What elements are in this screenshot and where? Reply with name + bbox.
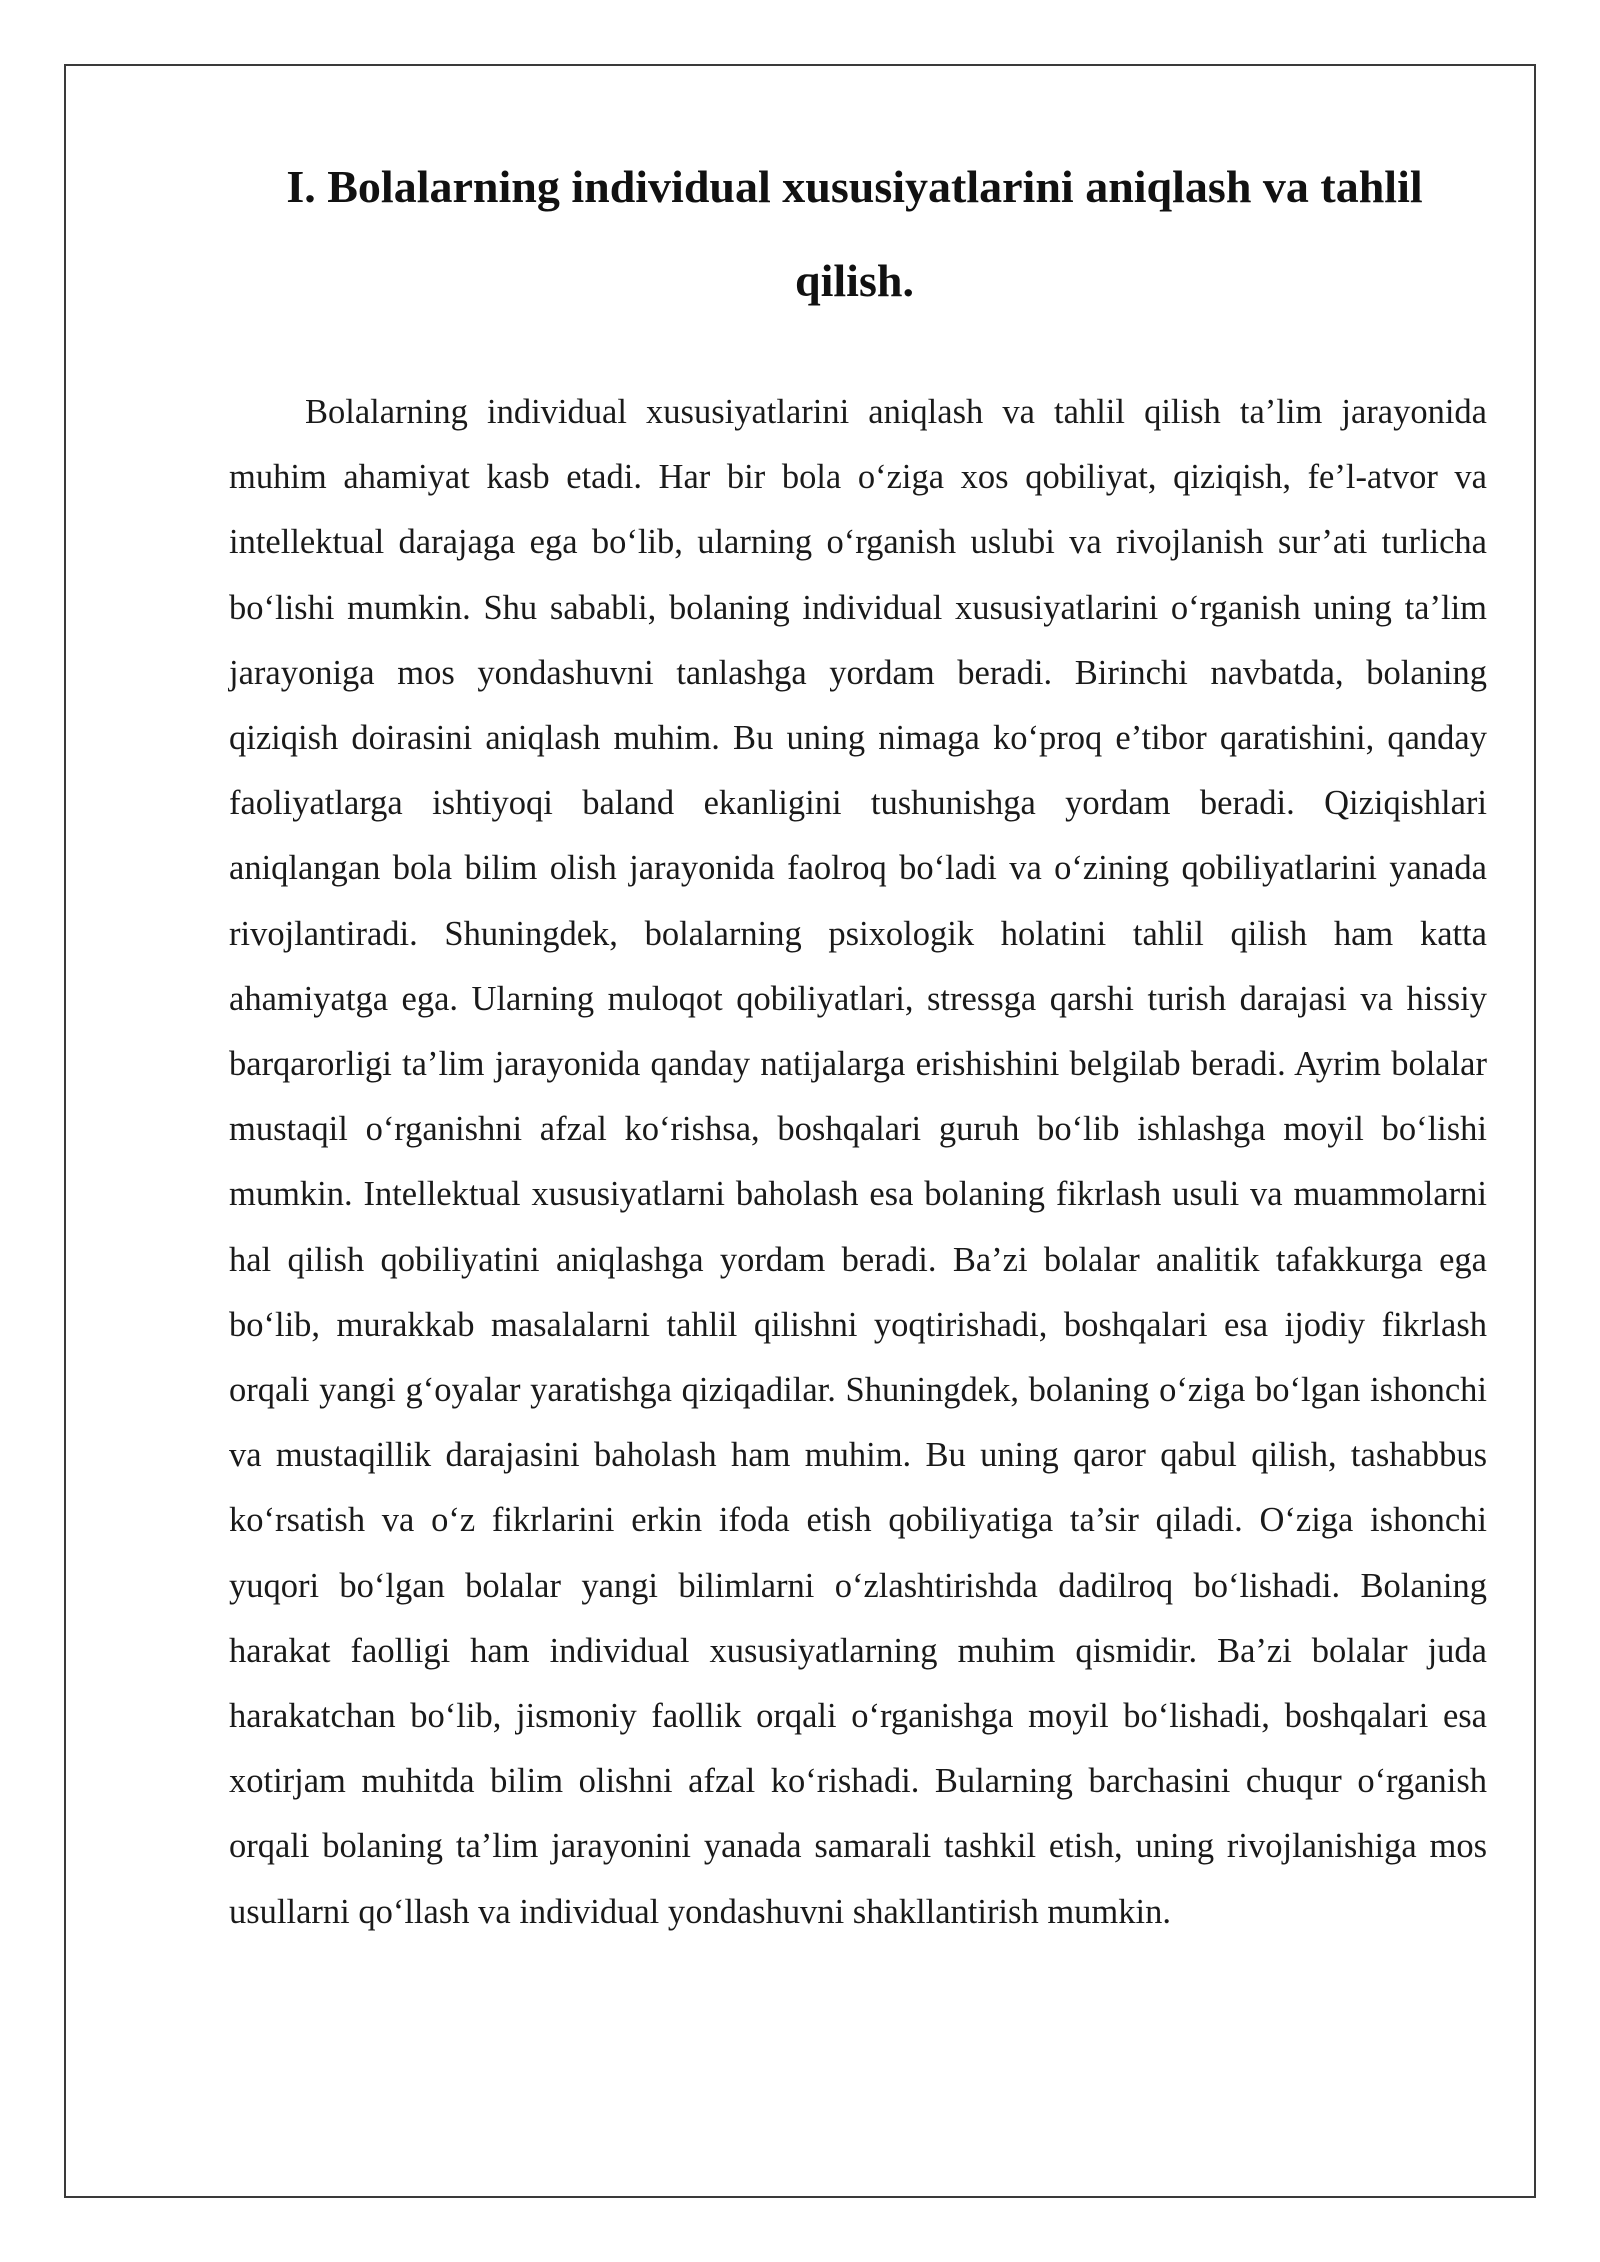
body-paragraph: Bolalarning individual xususiyatlarini aniqlash va tahlil qilish ta’lim jarayonida muhim ahamiyat kasb etadi. Har bir bola o‘ziga xos qobiliyat, qiziqish, fe’l-atvor va intellektual darajaga ega bo‘lib, ularning o‘rganish uslubi va rivojlanish sur’ati turlicha bo‘lishi mumkin. Shu sababli, bolaning individual xususiyatlarini o‘rganish uning ta’lim jarayoniga mos yondashuvni tanlashga yordam beradi. Birinchi navbatda, bolaning qiziqish doirasini aniqlash muhim. Bu uning nimaga ko‘proq e’tibor qaratishini, qanday faoliyatlarga ishtiyoqi baland ekanligini tushunishga yordam beradi. Qiziqishlari aniqlangan bola bilim olish jarayonida faolroq bo‘ladi va o‘zining qobiliyatlarini yanada rivojlantiradi. Shuningdek, bolalarning psixologik holatini tahlil qilish ham katta ahamiyatga ega. Ularning muloqot qobiliyatlari, stressga qarshi turish darajasi va hissiy barqarorligi ta’lim jarayonida qanday natijalarga erishishini belgilab beradi. Ayrim bolalar mustaqil o‘rganishni afzal ko‘rishsa, boshqalari guruh bo‘lib ishlashga moyil bo‘lishi mumkin. Intellektual xususiyatlarni baholash esa bolaning fikrlash usuli va muammolarni hal qilish qobiliyatini aniqlashga yordam beradi. Ba’zi bolalar analitik tafakkurga ega bo‘lib, murakkab masalalarni tahlil qilishni yoqtirishadi, boshqalari esa ijodiy fikrlash orqali yangi g‘oyalar yaratishga qiziqadilar. Shuningdek, bolaning o‘ziga bo‘lgan ishonchi va mustaqillik darajasini baholash ham muhim. Bu uning qaror qabul qilish, tashabbus ko‘rsatish va o‘z fikrlarini erkin ifoda etish qobiliyatiga ta’sir qiladi. O‘ziga ishonchi yuqori bo‘lgan bolalar yangi bilimlarni o‘zlashtirishda dadilroq bo‘lishadi. Bolaning harakat faolligi ham individual xususiyatlarning muhim qismidir. Ba’zi bolalar juda harakatchan bo‘lib, jismoniy faollik orqali o‘rganishga moyil bo‘lishadi, boshqalari esa xotirjam muhitda bilim olishni afzal ko‘rishadi. Bularning barchasini chuqur o‘rganish orqali bolaning ta’lim jarayonini yanada samarali tashkil etish, uning rivojlanishiga mos usullarni qo‘llash va individual yondashuvni shakllantirish mumkin. — [229, 393, 1487, 1931]
document-title: I. Bolalarning individual xususiyatlarini aniqlash va tahlil qilish. — [286, 161, 1423, 306]
